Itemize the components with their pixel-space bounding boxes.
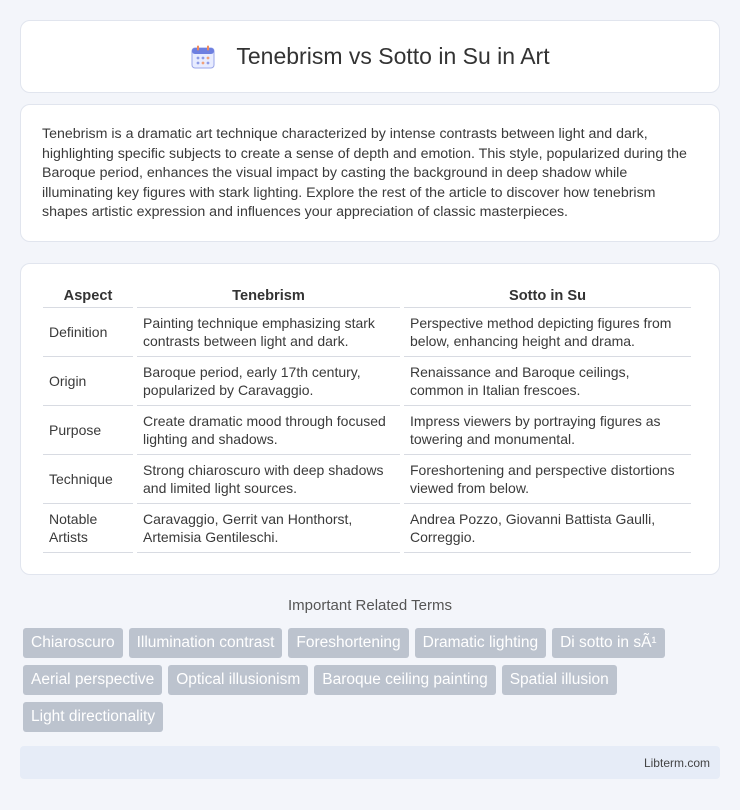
row-aspect: Purpose xyxy=(43,406,133,455)
footer xyxy=(20,746,720,779)
term-tag-chiaroscuro[interactable]: Chiaroscuro xyxy=(23,628,123,658)
table-row xyxy=(43,504,691,553)
row-sotto-in-su: Impress viewers by portraying figures as towering and monumental. xyxy=(404,406,691,455)
row-sotto-in-su: Renaissance and Baroque ceilings, common in Italian frescoes. xyxy=(404,357,691,406)
footer-site-link[interactable]: Libterm.com xyxy=(643,755,710,770)
column-header-aspect: Aspect xyxy=(43,284,133,308)
comparison-table-card xyxy=(20,263,720,575)
term-tag-aerial-perspective[interactable]: Aerial perspective xyxy=(23,665,162,695)
related-terms-list xyxy=(23,628,723,732)
header-card xyxy=(20,20,720,93)
comparison-table xyxy=(39,284,695,553)
table-header-row xyxy=(43,284,691,308)
row-tenebrism: Baroque period, early 17th century, popularized by Caravaggio. xyxy=(137,357,400,406)
term-tag-dramatic-lighting[interactable]: Dramatic lighting xyxy=(415,628,546,658)
row-sotto-in-su: Perspective method depicting figures from below, enhancing height and drama. xyxy=(404,308,691,357)
term-tag-light-directionality[interactable]: Light directionality xyxy=(23,702,163,732)
page-title: Tenebrism vs Sotto in Su in Art xyxy=(236,43,550,69)
row-aspect: Definition xyxy=(43,308,133,357)
calendar-grid-icon xyxy=(190,44,216,70)
column-header-tenebrism: Tenebrism xyxy=(137,284,400,308)
row-tenebrism: Caravaggio, Gerrit van Honthorst, Artemisia Gentileschi. xyxy=(137,504,400,553)
row-aspect: Notable Artists xyxy=(43,504,133,553)
table-row xyxy=(43,406,691,455)
row-tenebrism: Painting technique emphasizing stark contrasts between light and dark. xyxy=(137,308,400,357)
related-terms-heading: Important Related Terms xyxy=(288,597,452,614)
row-sotto-in-su: Andrea Pozzo, Giovanni Battista Gaulli, Correggio. xyxy=(404,504,691,553)
column-header-sotto-in-su: Sotto in Su xyxy=(404,284,691,308)
table-row xyxy=(43,455,691,504)
row-tenebrism: Create dramatic mood through focused lighting and shadows. xyxy=(137,406,400,455)
term-tag-illumination-contrast[interactable]: Illumination contrast xyxy=(129,628,283,658)
intro-paragraph: Tenebrism is a dramatic art technique characterized by intense contrasts between light and dark, highlighting specific subjects to create a sense of depth and emotion. This style, popularized during the Baroque period, enhances the visual impact by casting the background in deep shadow while illuminating key figures with stark lighting. Explore the rest of the article to discover how tenebrism shapes artistic expression and influences your appreciation of classic masterpieces. xyxy=(42,126,687,221)
term-tag-foreshortening[interactable]: Foreshortening xyxy=(288,628,408,658)
term-tag-spatial-illusion[interactable]: Spatial illusion xyxy=(502,665,617,695)
table-row xyxy=(43,308,691,357)
row-sotto-in-su: Foreshortening and perspective distortions viewed from below. xyxy=(404,455,691,504)
row-aspect: Technique xyxy=(43,455,133,504)
term-tag-optical-illusionism[interactable]: Optical illusionism xyxy=(168,665,308,695)
row-tenebrism: Strong chiaroscuro with deep shadows and limited light sources. xyxy=(137,455,400,504)
intro-card xyxy=(20,104,720,242)
term-tag-di-sotto-in-su[interactable]: Di sotto in sÃ¹ xyxy=(552,628,664,658)
row-aspect: Origin xyxy=(43,357,133,406)
table-row xyxy=(43,357,691,406)
term-tag-baroque-ceiling-painting[interactable]: Baroque ceiling painting xyxy=(314,665,495,695)
